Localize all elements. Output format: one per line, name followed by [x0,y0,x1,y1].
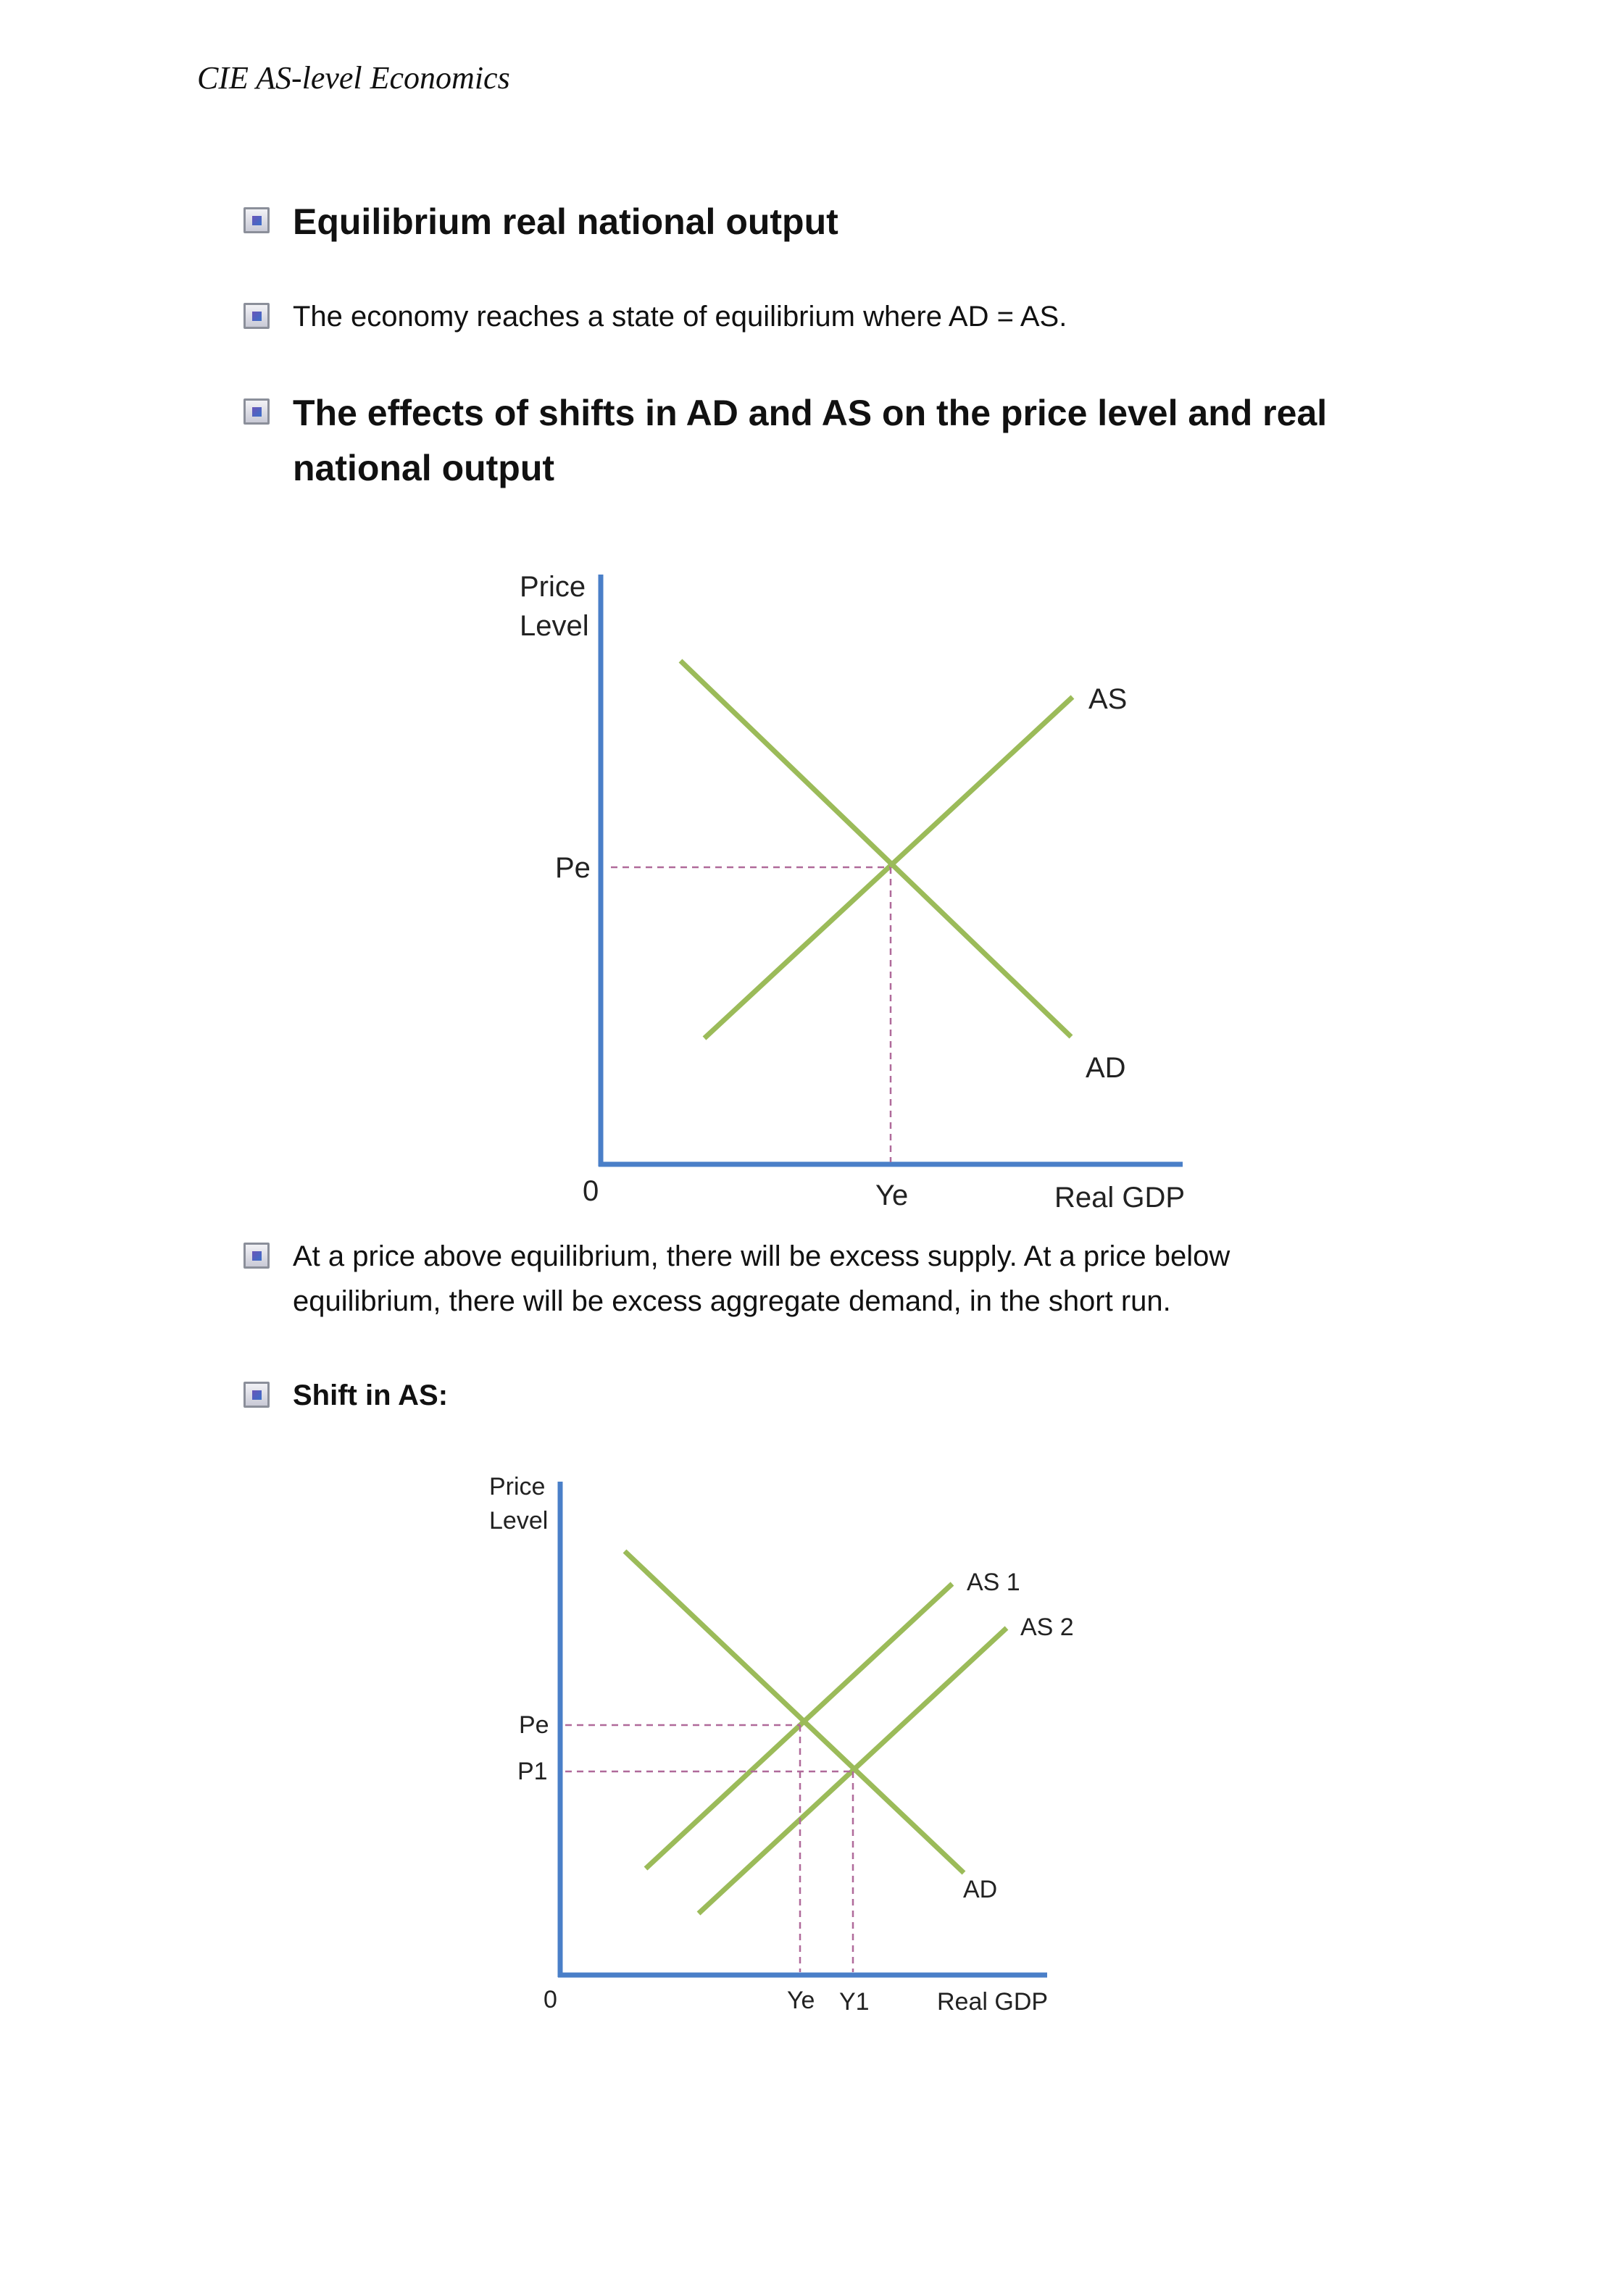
x-axis-label: Real GDP [937,1988,1049,2016]
p1-label: P1 [517,1758,548,1785]
ye-label: Ye [875,1180,909,1211]
as2-label: AS 2 [1020,1614,1074,1641]
origin-label: 0 [544,1986,557,2013]
pe-label: Pe [519,1711,549,1739]
y-axis-label-line1: Price [489,1473,546,1500]
bullet-shift-in-as [243,1373,448,1418]
document-bullet-icon [243,1382,270,1408]
as-label: AS [1088,683,1128,715]
paragraph: The economy reaches a state of equilibrium where AD = AS. [293,301,1067,333]
paragraph: At a price above equilibrium, there will be excess supply. At a price below equilibrium, there will be excess aggregate demand, in the short run. [293,1240,1231,1317]
y1-label: Y1 [839,1988,870,2016]
ad-curve [680,661,1071,1037]
chart-shift-in-as [489,1473,1074,2016]
ye-label: Ye [787,1987,815,2014]
as1-label: AS 1 [967,1569,1020,1596]
y-axis-label-line2: Level [520,610,589,642]
section-heading: The effects of shifts in AD and AS on the price level and real national output [293,393,1328,488]
bullet-excess-supply-demand [243,1234,1403,1324]
y-axis-label-line1: Price [520,571,586,603]
section-heading: Equilibrium real national output [293,201,838,242]
x-axis-label: Real GDP [1054,1182,1186,1214]
ad-label: AD [1086,1052,1126,1084]
ad-label: AD [963,1876,998,1903]
running-header: CIE AS-level Economics [197,60,510,96]
pe-label: Pe [555,852,591,884]
y-axis-label-line2: Level [489,1507,549,1535]
origin-label: 0 [583,1175,599,1207]
as1-curve [646,1584,952,1869]
document-bullet-icon [243,1243,270,1269]
subheading: Shift in AS: [293,1379,449,1411]
